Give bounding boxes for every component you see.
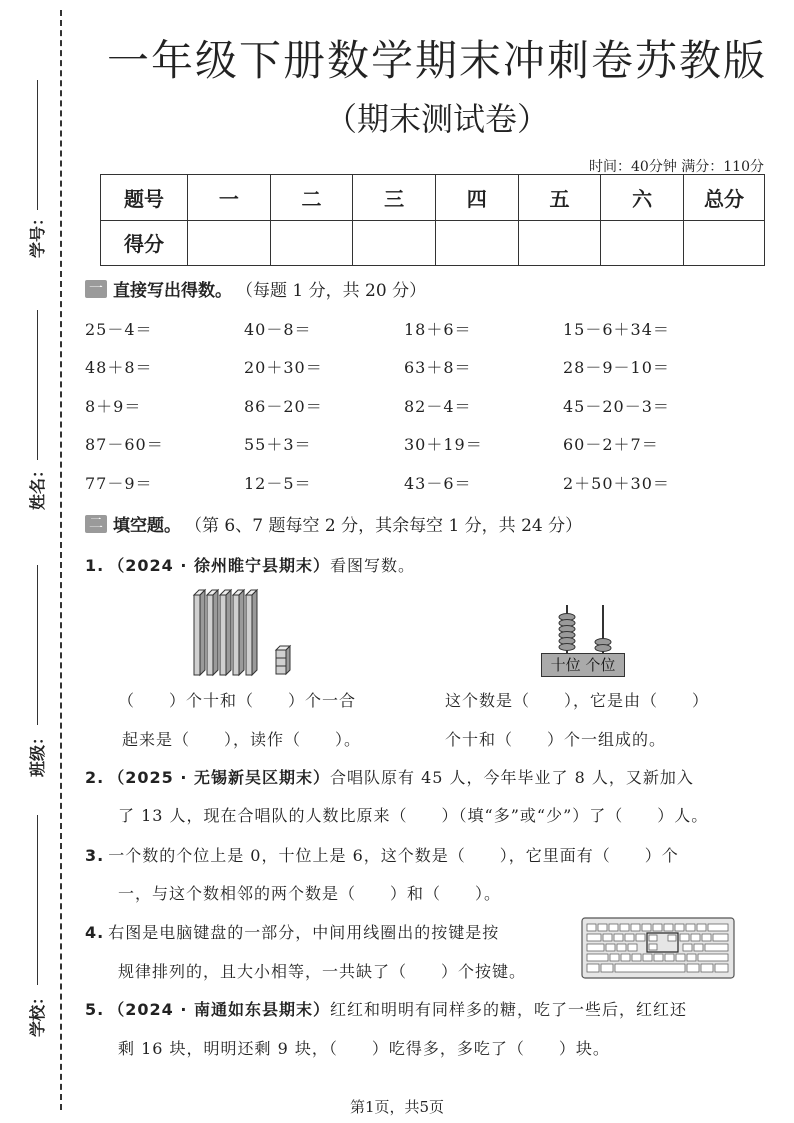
student-number-label: 学号： bbox=[28, 209, 47, 258]
question-3-line-2: 一，与这个数相邻的两个数是（ ）和（ ）。 bbox=[118, 884, 502, 903]
unit-cubes bbox=[276, 646, 290, 674]
calc-item: 40－8＝ bbox=[244, 320, 312, 339]
score-table-header-cell: 总分 bbox=[684, 175, 765, 221]
school-field[interactable] bbox=[15, 815, 55, 1040]
student-name-field[interactable] bbox=[15, 310, 55, 520]
ten-rod bbox=[207, 590, 218, 675]
abacus-rods bbox=[541, 605, 625, 657]
calc-item: 86－20＝ bbox=[244, 397, 323, 416]
calc-item: 2＋50＋30＝ bbox=[563, 474, 670, 493]
question-1-left-line-2: 起来是（ ），读作（ ）。 bbox=[122, 730, 362, 749]
question-2-number: 2. bbox=[85, 768, 105, 787]
section-2-title: 填空题。 bbox=[113, 516, 181, 536]
calc-item: 12－5＝ bbox=[244, 474, 312, 493]
ten-rod bbox=[220, 590, 231, 675]
section-2-heading bbox=[85, 511, 582, 536]
question-2-source: （2025 · 无锡新吴区期末） bbox=[108, 768, 330, 787]
score-cell[interactable] bbox=[270, 220, 353, 266]
calc-item: 45－20－3＝ bbox=[563, 397, 670, 416]
student-name-line bbox=[37, 310, 38, 460]
exam-time-score: 时间：40分钟 满分：110分 bbox=[589, 159, 764, 175]
question-3-number: 3. bbox=[85, 846, 105, 865]
calc-item: 8＋9＝ bbox=[85, 397, 142, 416]
question-5-number: 5. bbox=[85, 1000, 105, 1019]
abacus-illustration bbox=[541, 605, 625, 677]
class-field[interactable] bbox=[15, 565, 55, 785]
score-cell[interactable] bbox=[435, 220, 518, 266]
abacus-base-label: 十位 个位 bbox=[541, 653, 625, 677]
calc-item: 15－6＋34＝ bbox=[563, 320, 670, 339]
calc-item: 55＋3＝ bbox=[244, 435, 312, 454]
score-cell[interactable] bbox=[353, 220, 436, 266]
score-cell[interactable] bbox=[518, 220, 601, 266]
section-1-badge: 一 bbox=[85, 280, 107, 298]
ten-rod bbox=[233, 590, 244, 675]
question-1-left-line-1: （ ）个十和（ ）个一合 bbox=[118, 691, 357, 710]
student-number-field[interactable] bbox=[15, 80, 55, 270]
question-2-line-2: 了 13 人，现在合唱队的人数比原来（ ）（填“多”或“少”）了（ ）人。 bbox=[118, 806, 709, 825]
question-3-text-1: 一个数的个位上是 0，十位上是 6，这个数是（ ），它里面有（ ）个 bbox=[108, 846, 679, 865]
question-1-prompt bbox=[85, 553, 415, 576]
section-1-note: （每题 1 分，共 20 分） bbox=[236, 281, 427, 301]
calc-item: 30＋19＝ bbox=[404, 435, 483, 454]
question-1-right-line-2: 个十和（ ）个一组成的。 bbox=[445, 730, 667, 749]
score-table-header-row bbox=[101, 175, 765, 221]
class-label: 班级： bbox=[28, 728, 47, 777]
question-5-text-1: 红红和明明有同样多的糖，吃了一些后，红红还 bbox=[329, 1000, 687, 1019]
score-table-header-cell: 四 bbox=[435, 175, 518, 221]
calc-item: 48＋8＝ bbox=[85, 358, 153, 377]
question-5-line-1 bbox=[85, 997, 687, 1020]
question-1-number: 1. bbox=[85, 556, 105, 575]
section-2-note: （第 6、7 题每空 2 分，其余每空 1 分，共 24 分） bbox=[185, 516, 583, 536]
calc-item: 25－4＝ bbox=[85, 320, 153, 339]
calc-item: 87－60＝ bbox=[85, 435, 164, 454]
section-1-heading bbox=[85, 276, 426, 301]
score-table-header-cell: 题号 bbox=[101, 175, 188, 221]
calc-item: 63＋8＝ bbox=[404, 358, 472, 377]
calc-item: 77－9＝ bbox=[85, 474, 153, 493]
calc-item: 18＋6＝ bbox=[404, 320, 472, 339]
question-1-text: 看图写数。 bbox=[329, 556, 415, 575]
exam-subtitle: （期末测试卷） bbox=[324, 100, 549, 138]
calc-item: 82－4＝ bbox=[404, 397, 472, 416]
student-name-label: 姓名： bbox=[28, 461, 47, 510]
calc-item: 28－9－10＝ bbox=[563, 358, 670, 377]
score-cell[interactable] bbox=[601, 220, 684, 266]
question-2-text-1: 合唱队原有 45 人，今年毕业了 8 人，又新加入 bbox=[329, 768, 694, 787]
question-1-right-line-1: 这个数是（ ），它是由（ ） bbox=[445, 691, 710, 710]
binding-dashed-line bbox=[60, 10, 62, 1110]
page-number: 第1页，共5页 bbox=[349, 1098, 445, 1116]
tens-rods-illustration bbox=[190, 588, 295, 678]
section-2-badge: 二 bbox=[85, 515, 107, 533]
class-line bbox=[37, 565, 38, 725]
calc-item: 43－6＝ bbox=[404, 474, 472, 493]
question-3-line-1 bbox=[85, 843, 679, 866]
question-5-source: （2024 · 南通如东县期末） bbox=[108, 1000, 330, 1019]
keyboard-illustration bbox=[581, 917, 735, 979]
school-label: 学校： bbox=[28, 988, 47, 1037]
question-4-line-2: 规律排列的，且大小相等，一共缺了（ ）个按键。 bbox=[118, 962, 527, 981]
score-table-score-row bbox=[101, 220, 765, 266]
question-4-line-1 bbox=[85, 920, 499, 943]
exam-title: 一年级下册数学期末冲刺卷苏教版 bbox=[106, 36, 767, 85]
question-1-source: （2024 · 徐州睢宁县期末） bbox=[108, 556, 330, 575]
score-cell[interactable] bbox=[684, 220, 765, 266]
score-row-label: 得分 bbox=[101, 220, 188, 266]
ten-rod bbox=[194, 590, 205, 675]
score-table-header-cell: 一 bbox=[188, 175, 271, 221]
score-cell[interactable] bbox=[188, 220, 271, 266]
score-table bbox=[100, 174, 765, 266]
calc-item: 60－2＋7＝ bbox=[563, 435, 659, 454]
score-table-header-cell: 六 bbox=[601, 175, 684, 221]
section-1-title: 直接写出得数。 bbox=[113, 281, 232, 301]
question-4-text-1: 右图是电脑键盘的一部分，中间用线圈出的按键是按 bbox=[108, 923, 500, 942]
score-table-header-cell: 二 bbox=[270, 175, 353, 221]
ten-rod bbox=[246, 590, 257, 675]
question-2-line-1 bbox=[85, 765, 694, 788]
school-line bbox=[37, 815, 38, 985]
score-table-header-cell: 三 bbox=[353, 175, 436, 221]
score-table-header-cell: 五 bbox=[518, 175, 601, 221]
calc-item: 20＋30＝ bbox=[244, 358, 323, 377]
student-number-line bbox=[37, 80, 38, 210]
question-5-line-2: 剩 16 块，明明还剩 9 块，（ ）吃得多，多吃了（ ）块。 bbox=[118, 1039, 610, 1058]
question-4-number: 4. bbox=[85, 923, 105, 942]
